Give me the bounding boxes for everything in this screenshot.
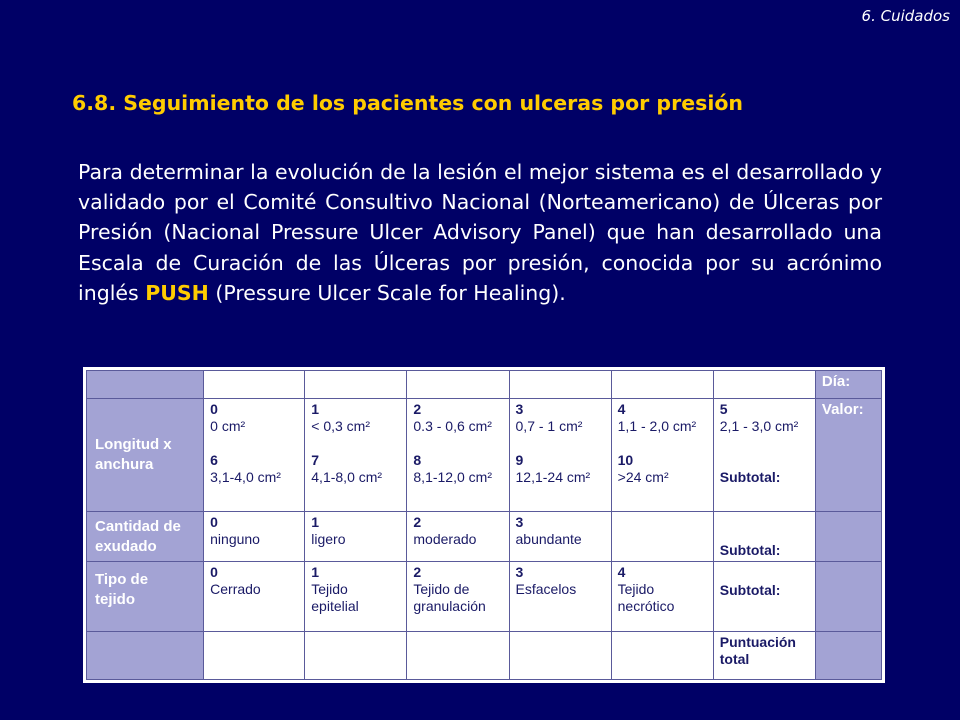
total-row-blank — [87, 631, 204, 679]
score: 3 — [515, 514, 524, 531]
exudate-cell — [305, 512, 407, 561]
score-desc: 0,7 - 1 cm² — [515, 418, 583, 435]
exudate-cell — [509, 512, 611, 561]
score-desc: 3,1-4,0 cm² — [210, 469, 281, 486]
score: 7 — [311, 452, 320, 469]
push-acronym: PUSH — [145, 280, 209, 305]
paragraph-text-end: (Pressure Ulcer Scale for Healing). — [208, 280, 566, 305]
score-desc: 2,1 - 3,0 cm² — [719, 418, 799, 435]
table-row-length — [87, 399, 882, 512]
score-desc: Tejido — [617, 580, 655, 597]
exudate-value — [815, 512, 881, 561]
score: 2 — [413, 563, 422, 580]
score-desc: Tejido de — [413, 580, 470, 597]
length-cell — [204, 399, 305, 512]
length-cell — [611, 399, 713, 512]
tissue-cell — [407, 561, 509, 631]
score: 0 — [210, 401, 218, 418]
score-desc: Esfacelos — [515, 580, 577, 597]
score-desc: >24 cm² — [617, 469, 669, 486]
total-value — [815, 631, 881, 679]
tissue-cell — [204, 561, 305, 631]
table-cell — [204, 631, 305, 679]
table-cell — [407, 631, 509, 679]
score-desc: granulación — [413, 597, 486, 614]
exudate-label-2: exudado — [95, 537, 157, 555]
table-cell — [204, 371, 305, 399]
push-scale-table — [83, 367, 885, 683]
score-desc: ligero — [311, 531, 346, 548]
score: 0 — [210, 514, 218, 531]
table-cell — [611, 371, 713, 399]
score: 1 — [311, 514, 320, 531]
score-desc: Cerrado — [210, 580, 261, 597]
tissue-value — [815, 561, 881, 631]
score-desc: 1,1 - 2,0 cm² — [617, 418, 697, 435]
table-row-tissue — [87, 561, 882, 631]
exudate-cell — [611, 512, 713, 561]
tissue-label-1: Tipo de — [95, 570, 149, 588]
score: 4 — [617, 563, 626, 580]
tissue-cell — [611, 561, 713, 631]
score-desc: 8,1-12,0 cm² — [413, 469, 492, 486]
tissue-label — [87, 561, 204, 631]
page-title: 6.8. Seguimiento de los pacientes con ulceras por presión — [72, 91, 744, 115]
length-label-2: anchura — [95, 456, 154, 474]
exudate-label-1: Cantidad de — [95, 517, 181, 535]
subtotal-label — [713, 561, 815, 631]
subtotal-label: Subtotal: — [719, 469, 781, 486]
table-row-day — [87, 371, 882, 399]
paragraph-text: Para determinar la evolución de la lesión el mejor sistema es el desarrollado y validado por el Comité Consultivo Nacional (Norteamericano) de Úlceras por Presión (Nacional Pressure Ulcer Advisory Panel) que han desarrollado una Escala de Curación de las Úlceras por presión, conocida por su acrónimo inglés — [78, 160, 882, 305]
score: 9 — [515, 452, 524, 469]
subtotal-label: Subtotal: — [713, 512, 815, 561]
length-cell — [305, 399, 407, 512]
score: 1 — [311, 563, 320, 580]
total-label-2: total — [719, 650, 750, 667]
table-cell — [407, 371, 509, 399]
length-cell — [407, 399, 509, 512]
score-desc: 4,1-8,0 cm² — [311, 469, 383, 486]
score-desc: 0.3 - 0,6 cm² — [413, 418, 492, 435]
table-cell — [713, 371, 815, 399]
score: 6 — [210, 452, 218, 469]
score-desc: Tejido — [311, 580, 348, 597]
score-desc: < 0,3 cm² — [311, 418, 371, 435]
table-cell — [509, 371, 611, 399]
exudate-label — [87, 512, 204, 561]
table-row-total — [87, 631, 882, 679]
length-cell — [713, 399, 815, 512]
table-cell — [509, 631, 611, 679]
score-desc: necrótico — [617, 597, 675, 614]
table-row-exudate — [87, 512, 882, 561]
score: 0 — [210, 563, 218, 580]
length-cell — [509, 399, 611, 512]
intro-paragraph — [78, 157, 882, 308]
tissue-cell — [305, 561, 407, 631]
table-cell — [305, 371, 407, 399]
score: 2 — [413, 514, 422, 531]
score: 3 — [515, 563, 524, 580]
exudate-cell — [407, 512, 509, 561]
score-desc: abundante — [515, 531, 582, 548]
score: 10 — [617, 452, 634, 469]
score-desc: 12,1-24 cm² — [515, 469, 591, 486]
score: 4 — [617, 401, 626, 418]
length-label-1: Longitud x — [95, 436, 172, 454]
tissue-cell — [509, 561, 611, 631]
tissue-label-2: tejido — [95, 590, 135, 608]
day-label: Día: — [815, 371, 881, 399]
total-label — [713, 631, 815, 679]
score-desc: epitelial — [311, 597, 359, 614]
total-label-1: Puntuación — [719, 633, 796, 650]
score: 3 — [515, 401, 524, 418]
score: 2 — [413, 401, 422, 418]
table-cell — [611, 631, 713, 679]
score-desc: ninguno — [210, 531, 260, 548]
exudate-cell — [204, 512, 305, 561]
subtotal-text: Subtotal: — [719, 581, 781, 598]
header-blank — [87, 371, 204, 399]
score-desc: 0 cm² — [210, 418, 246, 435]
section-tag: 6. Cuidados — [861, 7, 950, 25]
score: 8 — [413, 452, 422, 469]
value-label: Valor: — [815, 399, 881, 512]
length-label — [87, 399, 204, 512]
score: 1 — [311, 401, 320, 418]
table-cell — [305, 631, 407, 679]
score: 5 — [719, 401, 728, 418]
score-desc: moderado — [413, 531, 477, 548]
